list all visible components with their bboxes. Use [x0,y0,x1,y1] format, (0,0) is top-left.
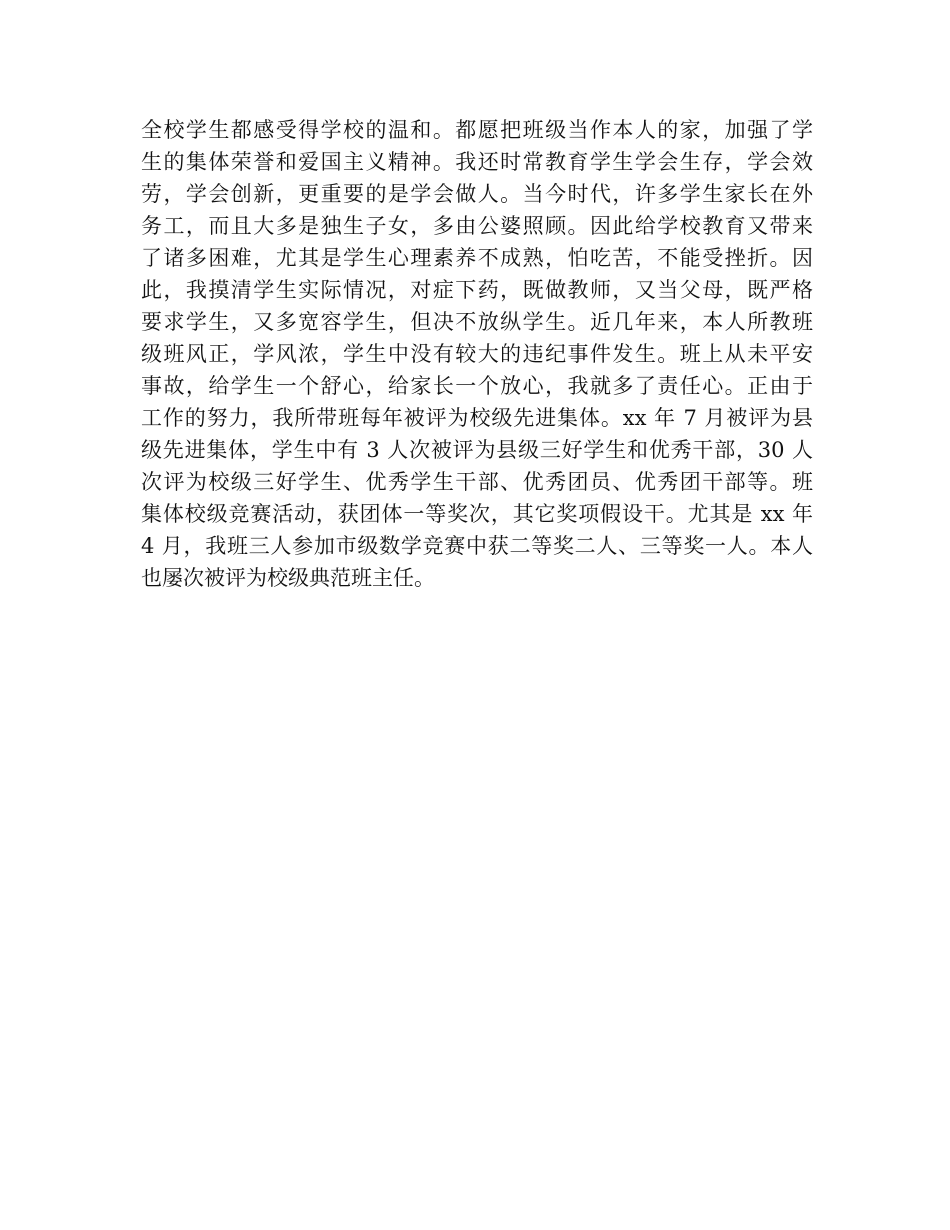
paragraph-line: 要求学生，又多宽容学生，但决不放纵学生。近几年来，本人所教班 [141,310,813,334]
body-paragraph [141,114,813,594]
paragraph-line: 次评为校级三好学生、优秀学生干部、优秀团员、优秀团干部等。班 [141,470,813,494]
paragraph-line: 事故，给学生一个舒心，给家长一个放心，我就多了责任心。正由于 [141,374,813,398]
paragraph-line: 也屡次被评为校级典范班主任。 [141,566,435,590]
paragraph-line: 级先进集体，学生中有 3 人次被评为县级三好学生和优秀干部，30 人 [141,438,813,462]
paragraph-line: 级班风正，学风浓，学生中没有较大的违纪事件发生。班上从未平安 [141,342,813,366]
paragraph-line: 生的集体荣誉和爱国主义精神。我还时常教育学生学会生存，学会效 [141,150,813,174]
paragraph-line: 4 月，我班三人参加市级数学竞赛中获二等奖二人、三等奖一人。本人 [141,534,813,558]
paragraph-line: 劳，学会创新，更重要的是学会做人。当今时代，许多学生家长在外 [141,182,813,206]
paragraph-line: 务工，而且大多是独生子女，多由公婆照顾。因此给学校教育又带来 [141,214,813,238]
paragraph-line: 集体校级竞赛活动，获团体一等奖次，其它奖项假设干。尤其是 xx 年 [141,502,813,526]
paragraph-line: 全校学生都感受得学校的温和。都愿把班级当作本人的家，加强了学 [141,118,813,142]
paragraph-line: 了诸多困难，尤其是学生心理素养不成熟，怕吃苦，不能受挫折。因 [141,246,813,270]
paragraph-line: 此，我摸清学生实际情况，对症下药，既做教师，又当父母，既严格 [141,278,813,302]
paragraph-line: 工作的努力，我所带班每年被评为校级先进集体。xx 年 7 月被评为县 [141,406,813,430]
